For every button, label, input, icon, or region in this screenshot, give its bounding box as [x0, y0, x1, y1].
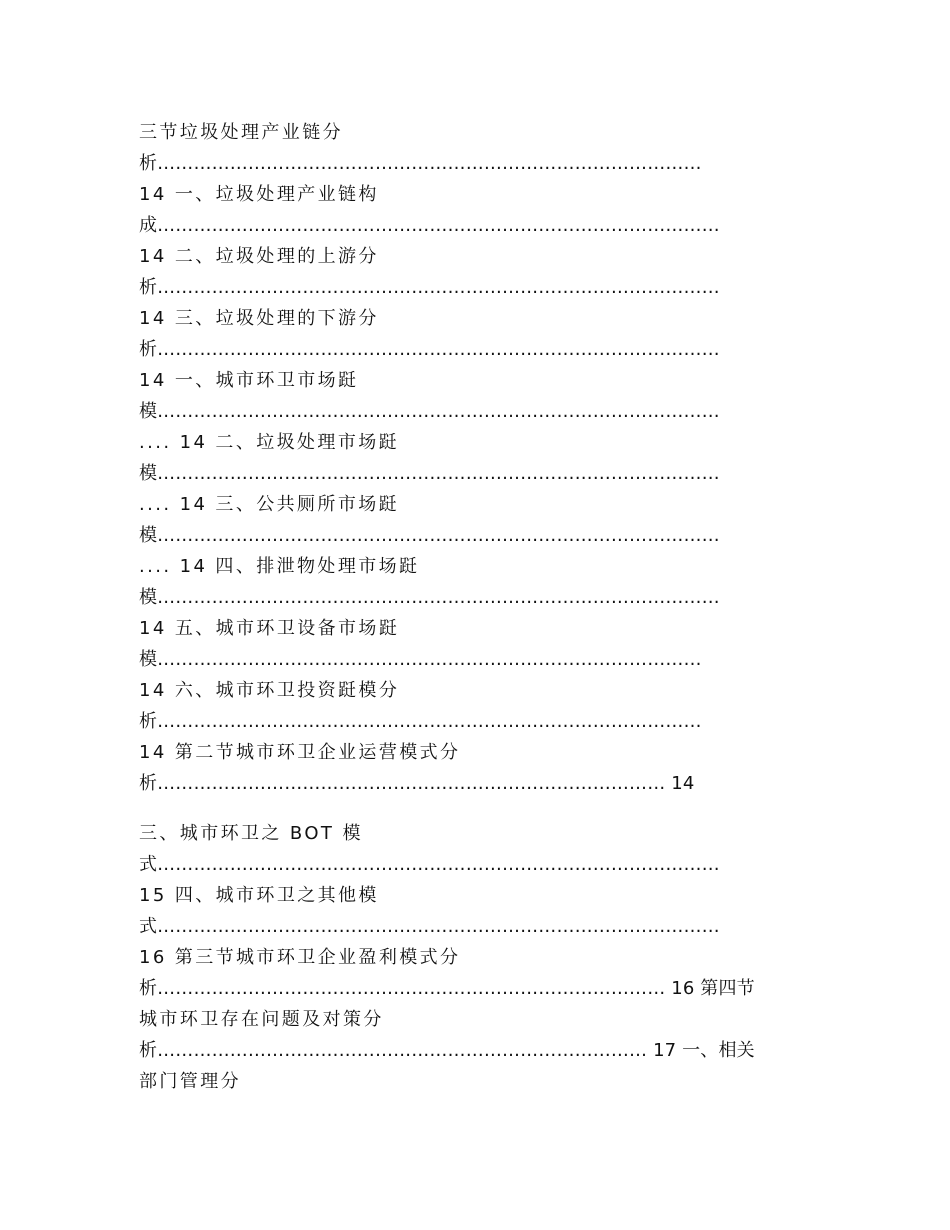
paragraph-gap [139, 799, 819, 818]
toc-line: 析……………………………………………………………………… 17 一、相关 [139, 1040, 755, 1061]
toc-line: 三节垃圾处理产业链分 [139, 122, 343, 143]
toc-line: 模………………………………………………………………………………… [139, 463, 720, 484]
toc-line: 析………………………………………………………………………………… [139, 339, 720, 360]
toc-line: 模……………………………………………………………………………… [139, 649, 702, 670]
toc-line: 析………………………………………………………………………… 16 第四节 [139, 978, 755, 999]
toc-line: 部门管理分 [139, 1071, 241, 1092]
toc-line: 16 第三节城市环卫企业盈利模式分 [139, 947, 461, 968]
toc-line: 14 三、垃圾处理的下游分 [139, 308, 379, 329]
toc-line: 成………………………………………………………………………………… [139, 215, 720, 236]
toc-line: 14 一、城市环卫市场跹 [139, 370, 359, 391]
toc-line: 14 五、城市环卫设备市场跹 [139, 618, 400, 639]
table-of-contents [139, 117, 819, 1097]
toc-line: .... 14 四、排泄物处理市场跹 [139, 556, 420, 577]
toc-line: 析……………………………………………………………………………… [139, 153, 702, 174]
toc-line: .... 14 二、垃圾处理市场跹 [139, 432, 400, 453]
toc-line: 15 四、城市环卫之其他模 [139, 885, 379, 906]
toc-line: 14 一、垃圾处理产业链构 [139, 184, 379, 205]
toc-line: 析………………………………………………………………………………… [139, 277, 720, 298]
toc-line: 模………………………………………………………………………………… [139, 525, 720, 546]
toc-line: .... 14 三、公共厕所市场跹 [139, 494, 400, 515]
toc-line: 式………………………………………………………………………………… [139, 916, 720, 937]
toc-line: 14 六、城市环卫投资跹模分 [139, 680, 400, 701]
toc-line: 三、城市环卫之 BOT 模 [139, 823, 363, 844]
toc-line: 14 第二节城市环卫企业运营模式分 [139, 742, 461, 763]
toc-line: 城市环卫存在问题及对策分 [139, 1009, 384, 1030]
toc-line: 14 二、垃圾处理的上游分 [139, 246, 379, 267]
toc-line: 模………………………………………………………………………………… [139, 587, 720, 608]
toc-line: 析……………………………………………………………………………… [139, 711, 702, 732]
toc-line: 式………………………………………………………………………………… [139, 854, 720, 875]
toc-line: 模………………………………………………………………………………… [139, 401, 720, 422]
toc-line: 析………………………………………………………………………… 14 [139, 773, 695, 794]
